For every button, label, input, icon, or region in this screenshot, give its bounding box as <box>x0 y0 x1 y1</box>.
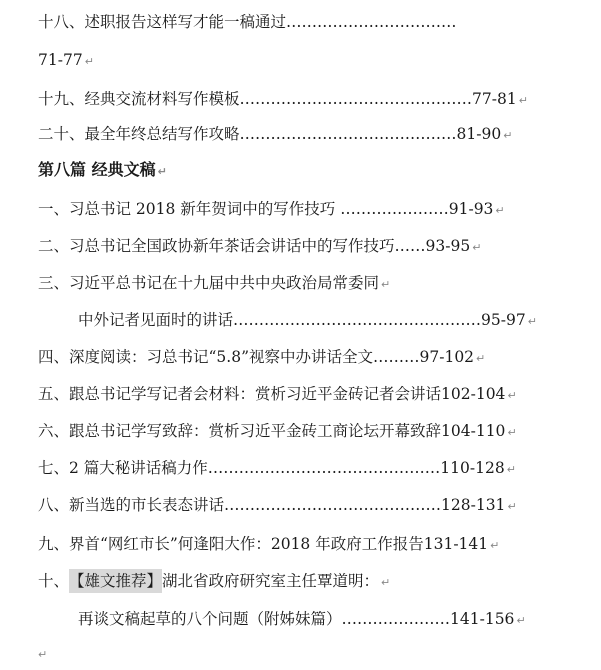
paragraph-mark-icon: ↵ <box>507 500 517 513</box>
entry-text: 十九、经典交流材料写作模板……………………………………… <box>38 90 473 108</box>
paragraph-mark-icon: ↵ <box>507 426 517 439</box>
page-range: 77-81 <box>472 90 517 108</box>
page-range: 97-102 <box>419 348 475 366</box>
entry-text: 九、界首“网红市长”何逢阳大作：2018 年政府工作报告 <box>38 535 424 553</box>
toc-entry-3-cont <box>78 308 537 332</box>
page-range: 102-104 <box>441 385 506 403</box>
page-range: 93-95 <box>425 237 471 255</box>
entry-text: 71-77 <box>38 51 83 69</box>
paragraph-mark-icon: ↵ <box>476 352 486 365</box>
toc-entry-2 <box>38 234 481 258</box>
section-heading <box>38 158 167 182</box>
toc-entry-4 <box>38 345 485 369</box>
paragraph-mark-icon: ↵ <box>381 576 391 589</box>
page-range: 95-97 <box>481 311 526 329</box>
paragraph-mark-icon: ↵ <box>157 165 167 178</box>
toc-entry-6 <box>38 419 517 443</box>
entry-text-prefix: 十、 <box>38 572 70 590</box>
entry-text: 六、跟总书记学写致辞：赏析习近平金砖工商论坛开幕致辞 <box>38 422 442 440</box>
paragraph-mark-icon: ↵ <box>506 463 516 476</box>
entry-text: 八、新当选的市长表态讲话…………………………………… <box>38 496 442 514</box>
page-range: 141-156 <box>450 610 515 628</box>
toc-entry-10 <box>38 569 390 593</box>
page-range: 128-131 <box>441 496 506 514</box>
page-range: 110-128 <box>440 459 505 477</box>
paragraph-mark-icon: ↵ <box>527 315 537 328</box>
toc-entry-5 <box>38 382 517 406</box>
page-range: 81-90 <box>456 125 502 143</box>
toc-entry-8 <box>38 493 517 517</box>
entry-text: 十八、述职报告这样写才能一稿通过…………………………… <box>38 13 457 31</box>
heading-text: 第八篇 经典文稿 <box>38 160 156 179</box>
paragraph-mark-icon: ↵ <box>516 614 526 627</box>
page-range: 91-93 <box>448 200 494 218</box>
entry-text: 七、2 篇大秘讲话稿力作……………………………………… <box>38 459 441 477</box>
toc-entry-19 <box>38 87 528 111</box>
entry-text: 一、习总书记 2018 新年贺词中的写作技巧 ………………… <box>38 200 449 218</box>
toc-entry-10-cont <box>78 607 526 631</box>
paragraph-mark-icon: ↵ <box>472 241 482 254</box>
paragraph-mark-icon: ↵ <box>38 648 48 661</box>
paragraph-mark-icon: ↵ <box>518 94 528 107</box>
paragraph-mark-icon: ↵ <box>507 389 517 402</box>
toc-entry-3 <box>38 271 390 295</box>
paragraph-mark-icon: ↵ <box>490 539 500 552</box>
entry-text: 五、跟总书记学写记者会材料：赏析习近平金砖记者会讲话 <box>38 385 442 403</box>
highlighted-tag: 【雄文推荐】 <box>69 569 162 593</box>
entry-text: 四、深度阅读：习总书记“5.8”视察中办讲话全文……… <box>38 348 420 366</box>
toc-entry-18 <box>38 10 457 34</box>
paragraph-mark-icon: ↵ <box>381 278 391 291</box>
paragraph-mark-icon: ↵ <box>503 129 513 142</box>
paragraph-mark-icon: ↵ <box>84 55 94 68</box>
entry-text: 再谈文稿起草的八个问题（附姊妹篇）………………… <box>78 610 451 628</box>
page-range: 104-110 <box>441 422 506 440</box>
toc-entry-7 <box>38 456 516 480</box>
page-range: 131-141 <box>423 535 489 553</box>
entry-text: 湖北省政府研究室主任覃道明： <box>162 572 380 590</box>
entry-text: 三、习近平总书记在十九届中共中央政治局常委同 <box>38 274 380 292</box>
toc-entry-18-pages <box>38 48 94 72</box>
toc-entry-9 <box>38 532 499 556</box>
paragraph-mark-icon: ↵ <box>495 204 505 217</box>
toc-entry-20 <box>38 122 512 146</box>
toc-entry-1 <box>38 197 505 221</box>
entry-text: 二十、最全年终总结写作攻略…………………………………… <box>38 125 457 143</box>
entry-text: 二、习总书记全国政协新年茶话会讲话中的写作技巧…… <box>38 237 426 255</box>
entry-text: 中外记者见面时的讲话………………………………………… <box>78 311 482 329</box>
